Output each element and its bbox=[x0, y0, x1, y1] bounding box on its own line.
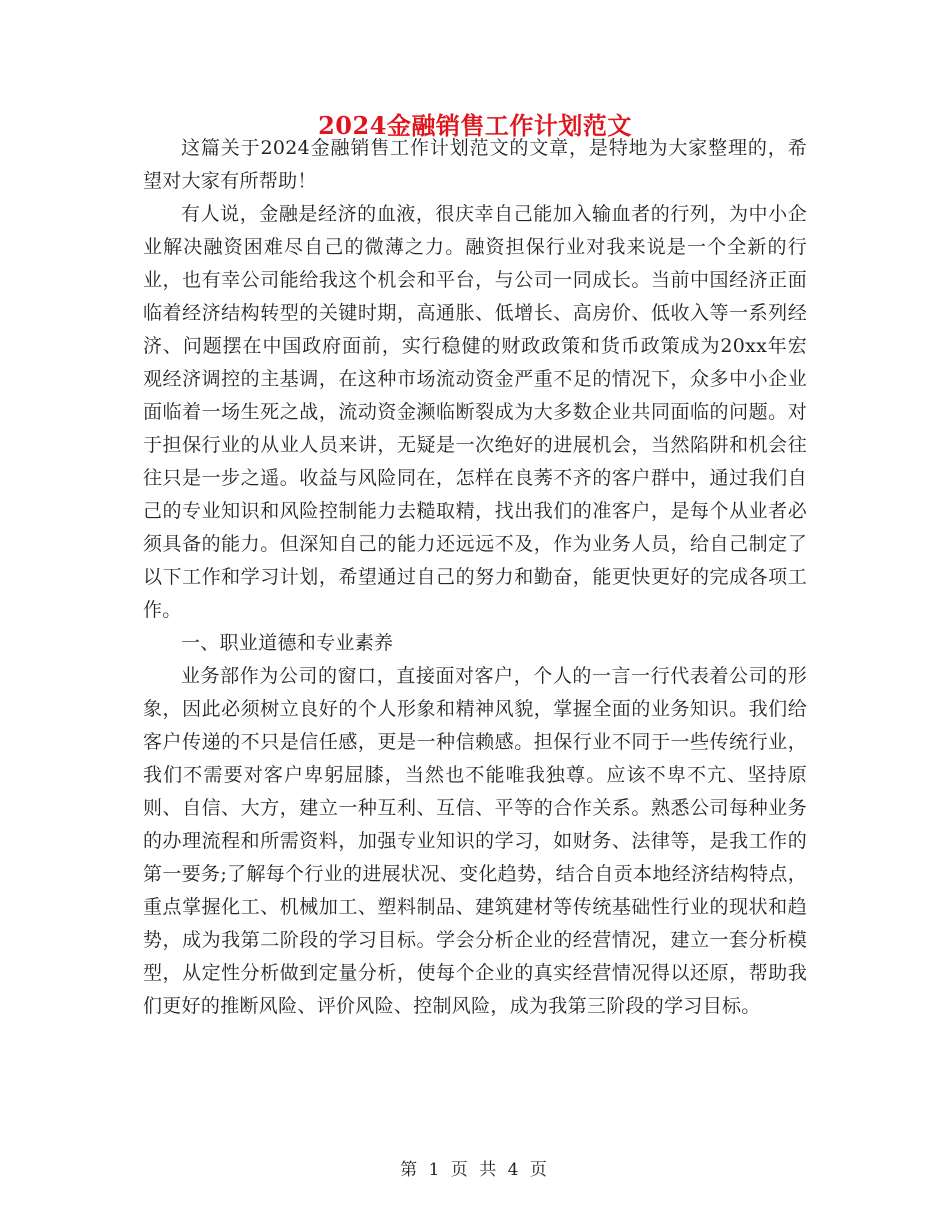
document-body bbox=[143, 132, 807, 1023]
intro-paragraph: 这篇关于2024金融销售工作计划范文的文章，是特地为大家整理的，希望对大家有所帮助！ bbox=[143, 137, 807, 192]
page-footer: 第 1 页 共 4 页 bbox=[400, 1160, 550, 1180]
body-paragraph: 业务部作为公司的窗口，直接面对客户，个人的一言一行代表着公司的形象，因此必须树立良好的个人形象和精神风貌，掌握全面的业务知识。我们给客户传递的不只是信任感，更是一种信赖感。担保行业不同于一些传统行业，我们不需要对客户卑躬屈膝，当然也不能唯我独尊。应该不卑不亢、坚持原则、自信、大方，建立一种互利、互信、平等的合作关系。熟悉公司每种业务的办理流程和所需资料，加强专业知识的学习，如财务、法律等，是我工作的第一要务;了解每个行业的进展状况、变化趋势，结合自贡本地经济结构特点，重点掌握化工、机械加工、塑料制品、建筑建材等传统基础性行业的现状和趋势，成为我第二阶段的学习目标。学会分析企业的经营情况，建立一套分析模型，从定性分析做到定量分析，使每个企业的真实经营情况得以还原，帮助我们更好的推断风险、评价风险、控制风险，成为我第三阶段的学习目标。 bbox=[143, 665, 807, 1017]
document-title: 2024金融销售工作计划范文 bbox=[318, 111, 632, 140]
section-heading: 一、职业道德和专业素养 bbox=[181, 632, 394, 654]
body-paragraph: 有人说，金融是经济的血液，很庆幸自己能加入输血者的行列，为中小企业解决融资困难尽自己的微薄之力。融资担保行业对我来说是一个全新的行业，也有幸公司能给我这个机会和平台，与公司一同成长。当前中国经济正面临着经济结构转型的关键时期，高通胀、低增长、高房价、低收入等一系列经济、问题摆在中国政府面前，实行稳健的财政政策和货币政策成为20xx年宏观经济调控的主基调，在这种市场流动资金严重不足的情况下，众多中小企业面临着一场生死之战，流动资金濒临断裂成为大多数企业共同面临的问题。对于担保行业的从业人员来讲，无疑是一次绝好的进展机会，当然陷阱和机会往往只是一步之遥。收益与风险同在，怎样在良莠不齐的客户群中，通过我们自己的专业知识和风险控制能力去糙取精，找出我们的准客户，是每个从业者必须具备的能力。但深知自己的能力还远远不及，作为业务人员，给自己制定了以下工作和学习计划，希望通过自己的努力和勤奋，能更快更好的完成各项工作。 bbox=[143, 203, 807, 621]
